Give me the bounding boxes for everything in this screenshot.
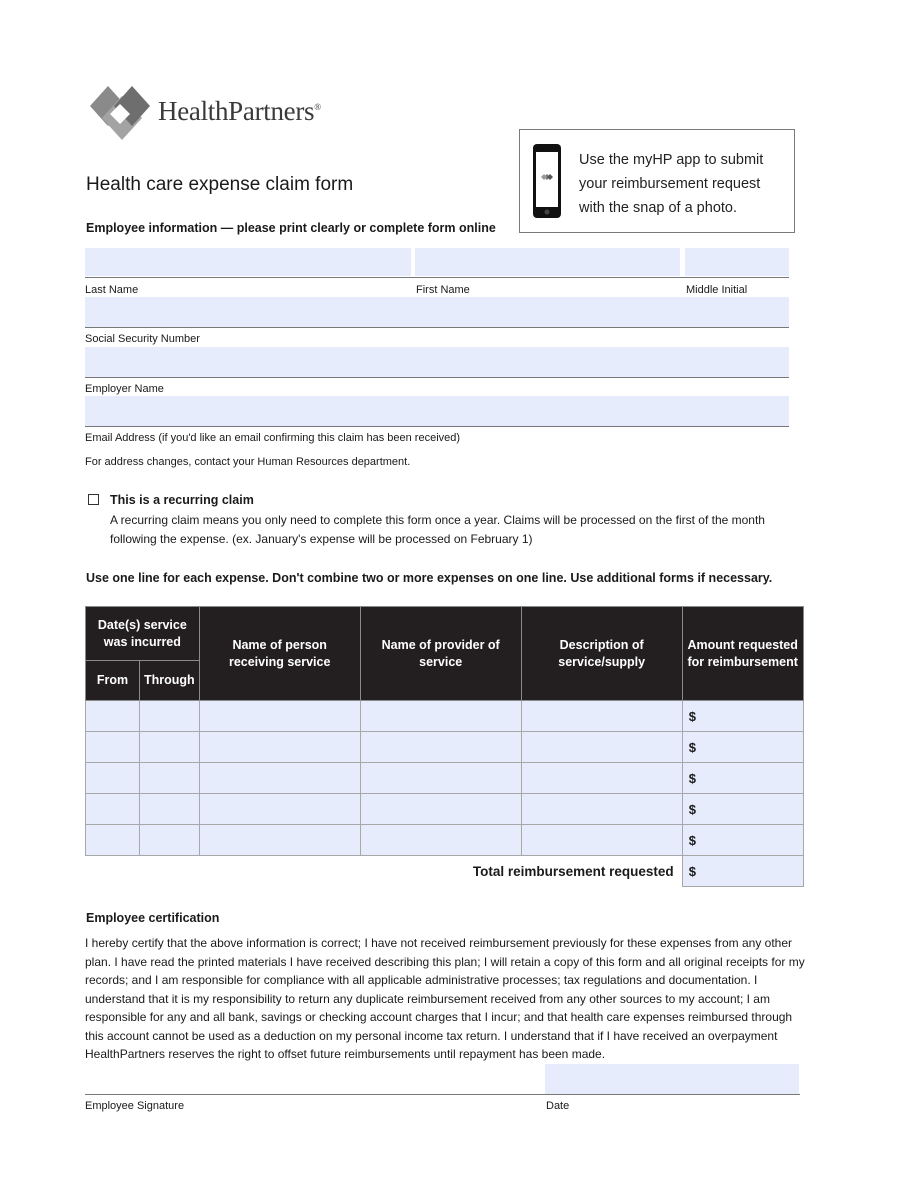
amount-input[interactable] — [682, 794, 803, 825]
provider-input[interactable] — [360, 732, 521, 763]
description-input[interactable] — [521, 732, 682, 763]
dollar-sign: $ — [688, 739, 696, 755]
description-input[interactable] — [521, 701, 682, 732]
certification-text: I hereby certify that the above information is correct; I have not received reimbursement previously for these expenses from any other plan. I have read the printed materials I have received describing this plan; I will retain a copy of this form and all original receipts for my records; and I am responsible for compliance with all applicable administrative processes; tax regulations and documentation. I understand that it is my responsibility to return any duplicate reimbursement received from any other sources to my account; I am responsible for any and all bank, savings or checking account charges that I incur; and that health care expenses reimbursed through this account cannot be used as a deduction on my personal income tax return. I understand that if I have received an overpayment HealthPartners reserves the right to offset future reimbursements until repayment has been made. — [85, 936, 805, 1061]
middle-initial-field[interactable] — [685, 248, 789, 276]
expense-row — [86, 732, 804, 763]
description-input[interactable] — [521, 825, 682, 856]
date-field[interactable] — [545, 1064, 799, 1094]
person-input[interactable] — [199, 732, 360, 763]
amount-input[interactable] — [682, 701, 803, 732]
last-name-label: Last Name — [85, 284, 139, 296]
dollar-sign: $ — [688, 770, 696, 786]
app-promo-box — [519, 129, 795, 233]
recurring-claim-checkbox[interactable] — [88, 494, 99, 505]
from-date-input[interactable] — [86, 825, 140, 856]
through-date-input[interactable] — [140, 763, 200, 794]
last-name-field[interactable] — [85, 248, 411, 276]
total-label: Total reimbursement requested — [86, 856, 683, 887]
person-header: Name of person receiving service — [199, 607, 360, 701]
through-header: Through — [140, 661, 200, 701]
expense-row — [86, 794, 804, 825]
ssn-label: Social Security Number — [85, 333, 200, 345]
through-date-input[interactable] — [140, 825, 200, 856]
ssn-field[interactable] — [85, 297, 789, 327]
employer-field[interactable] — [85, 347, 789, 377]
diamond-logo-icon — [86, 82, 154, 144]
app-promo-text: Use the myHP app to submit your reimbursement request with the snap of a photo. — [579, 152, 764, 216]
recurring-claim-label: This is a recurring claim — [110, 493, 254, 507]
from-date-input[interactable] — [86, 701, 140, 732]
dollar-sign: $ — [688, 801, 696, 817]
amount-input[interactable] — [682, 825, 803, 856]
through-date-input[interactable] — [140, 732, 200, 763]
total-amount-input[interactable] — [682, 856, 803, 887]
middle-initial-label: Middle Initial — [686, 284, 748, 296]
email-field[interactable] — [85, 396, 789, 426]
phone-icon — [532, 143, 562, 219]
from-date-input[interactable] — [86, 763, 140, 794]
dollar-sign: $ — [688, 863, 696, 879]
person-input[interactable] — [199, 701, 360, 732]
first-name-field[interactable] — [415, 248, 680, 276]
email-label: Email Address (if you'd like an email confirming this claim has been received) — [85, 432, 461, 444]
first-name-label: First Name — [416, 284, 470, 296]
description-input[interactable] — [521, 763, 682, 794]
provider-header: Name of provider of service — [360, 607, 521, 701]
email-line — [85, 426, 789, 427]
description-input[interactable] — [521, 794, 682, 825]
provider-input[interactable] — [360, 763, 521, 794]
description-header: Description of service/supply — [521, 607, 682, 701]
recurring-claim-description: A recurring claim means you only need to complete this form once a year. Claims will be processed on the first of the month following the expense. (ex. January's expense will be processed on February 1) — [110, 513, 765, 546]
from-date-input[interactable] — [86, 732, 140, 763]
through-date-input[interactable] — [140, 701, 200, 732]
form-title: Health care expense claim form — [86, 174, 354, 195]
expense-row — [86, 763, 804, 794]
healthpartners-logo — [86, 82, 336, 144]
ssn-line — [85, 327, 789, 328]
person-input[interactable] — [199, 794, 360, 825]
person-input[interactable] — [199, 763, 360, 794]
date-label: Date — [546, 1100, 570, 1112]
employee-info-heading: Employee information — please print clearly or complete form online — [86, 221, 496, 235]
employer-line — [85, 377, 789, 378]
expense-row — [86, 825, 804, 856]
amount-input[interactable] — [682, 763, 803, 794]
dollar-sign: $ — [688, 708, 696, 724]
total-row — [86, 856, 804, 887]
provider-input[interactable] — [360, 794, 521, 825]
from-date-input[interactable] — [86, 794, 140, 825]
certification-heading: Employee certification — [86, 911, 220, 925]
brand-name: HealthPartners® — [158, 96, 321, 126]
from-header: From — [86, 661, 140, 701]
amount-header: Amount requested for reimbursement — [682, 607, 803, 701]
signature-label: Employee Signature — [85, 1100, 185, 1112]
expense-instruction: Use one line for each expense. Don't combine two or more expenses on one line. Use additional forms if necessary. — [86, 571, 773, 585]
signature-field[interactable] — [85, 1064, 540, 1094]
dates-header: Date(s) service was incurred — [86, 607, 200, 661]
provider-input[interactable] — [360, 701, 521, 732]
employer-label: Employer Name — [85, 383, 164, 395]
amount-input[interactable] — [682, 732, 803, 763]
address-note: For address changes, contact your Human Resources department. — [85, 456, 411, 468]
expense-row — [86, 701, 804, 732]
expense-table — [85, 606, 804, 887]
person-input[interactable] — [199, 825, 360, 856]
dollar-sign: $ — [688, 832, 696, 848]
through-date-input[interactable] — [140, 794, 200, 825]
signature-line — [85, 1094, 800, 1095]
provider-input[interactable] — [360, 825, 521, 856]
name-row-line — [85, 277, 789, 278]
